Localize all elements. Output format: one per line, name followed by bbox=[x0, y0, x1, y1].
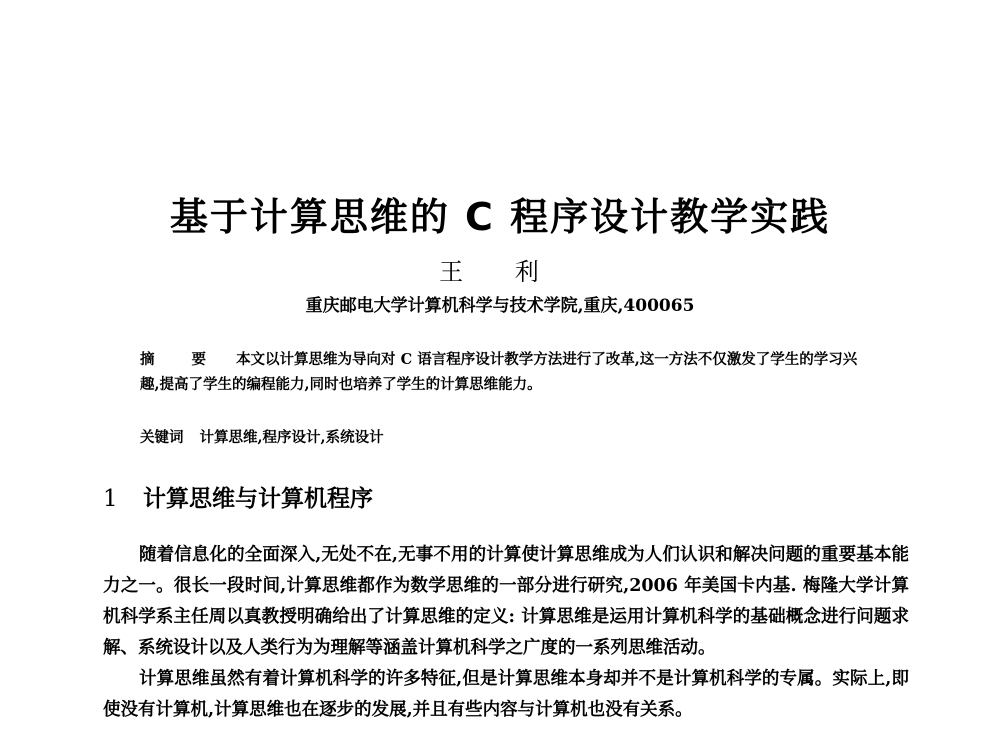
keywords-label: 关键词 bbox=[140, 429, 184, 446]
abstract-text: 本文以计算思维为导向对 C 语言程序设计教学方法进行了改革,这一方法不仅激发了学生的学习兴趣,提高了学生的编程能力,同时也培养了学生的计算思维能力。 bbox=[140, 351, 858, 393]
body-text bbox=[103, 540, 909, 726]
section-number: 1 bbox=[103, 486, 118, 512]
affiliation: 重庆邮电大学计算机科学与技术学院,重庆,400065 bbox=[305, 296, 695, 316]
section-title: 计算思维与计算机程序 bbox=[143, 486, 373, 512]
keywords bbox=[140, 426, 870, 447]
paragraph: 随着信息化的全面深入,无处不在,无事不用的计算使计算思维成为人们认识和解决问题的重要基本能力之一。很长一段时间,计算思维都作为数学思维的一部分进行研究,2006 年美国卡内基. 梅隆大学计算机科学系主任周以真教授明确给出了计算思维的定义: 计算思维是运用计算机科学的基础概念进行问题求解、系统设计以及人类行为为理解等涵盖计算机科学之广度的一系列思维活动。 bbox=[103, 545, 909, 658]
keywords-text: 计算思维,程序设计,系统设计 bbox=[199, 429, 384, 446]
abstract-label: 摘 要 bbox=[140, 351, 223, 368]
paragraph: 计算思维虽然有着计算机科学的许多特征,但是计算思维本身却并不是计算机科学的专属。实际上,即使没有计算机,计算思维也在逐步的发展,并且有些内容与计算机也没有关系。 bbox=[103, 669, 909, 720]
author-name: 王 利 bbox=[439, 258, 561, 286]
paper-title: 基于计算思维的 C 程序设计教学实践 bbox=[169, 195, 831, 239]
abstract bbox=[140, 347, 870, 397]
section-heading bbox=[103, 480, 373, 513]
